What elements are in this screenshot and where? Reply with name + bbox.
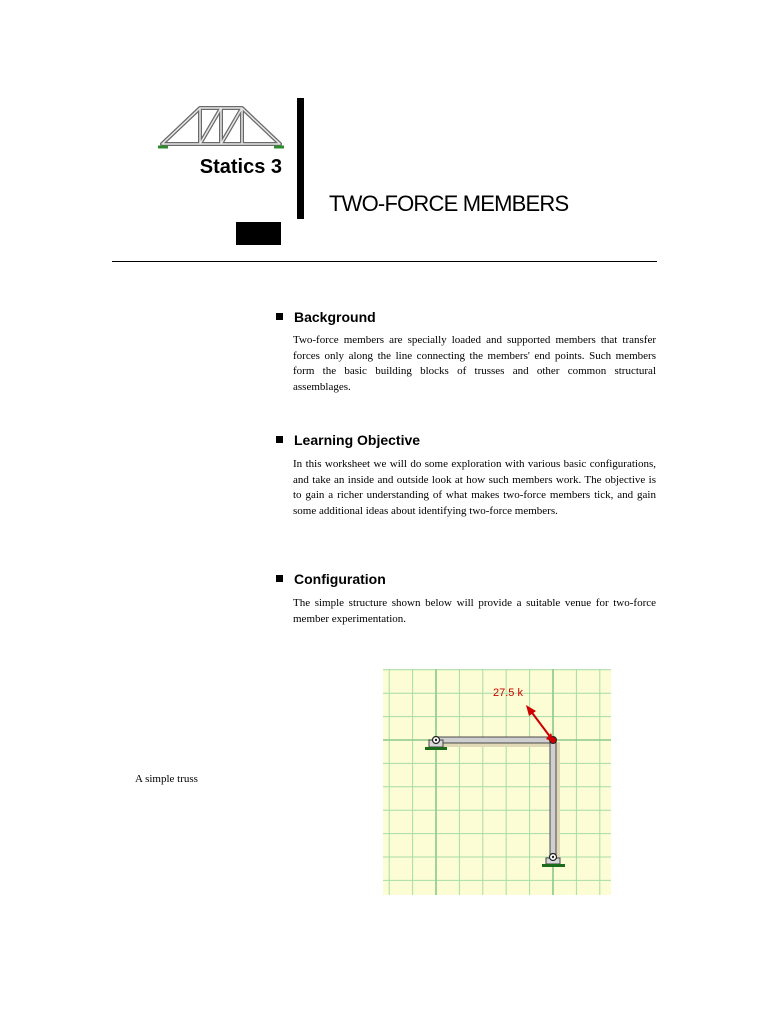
section-heading-text: Learning Objective — [294, 432, 421, 448]
bullet-icon — [276, 313, 283, 320]
section-text-configuration: The simple structure shown below will provide a suitable venue for two-force member experimentation. — [293, 597, 656, 625]
section-heading-text: Background — [294, 309, 376, 325]
section-heading-configuration — [276, 571, 386, 587]
truss-logo-icon — [158, 104, 284, 152]
member-horizontal — [436, 737, 553, 743]
section-text-learning-objective: In this worksheet we will do some exploration with various basic configurations, and take an inside and outside look at how such members work. The objective is to gain a richer understanding of what makes two-force members tick, and gain some additional ideas about identifying two-force members. — [293, 458, 656, 517]
truss-figure — [383, 669, 611, 895]
header-divider — [112, 261, 657, 262]
header-block — [236, 222, 281, 245]
bullet-icon — [276, 575, 283, 582]
section-heading-background — [276, 309, 376, 325]
chapter-title: TWO-FORCE MEMBERS — [329, 191, 569, 216]
bullet-icon — [276, 436, 283, 443]
load-label: 27.5 k — [493, 687, 523, 699]
section-text-background: Two-force members are specially loaded and supported members that transfer forces only along the line connecting the members' end points. Such members form the basic building blocks of trusses and other common structural assemblages. — [293, 334, 656, 393]
header-vertical-bar — [297, 98, 304, 219]
course-title: Statics 3 — [199, 156, 282, 178]
section-heading-learning-objective — [276, 432, 420, 448]
figure-caption: A simple truss — [135, 773, 198, 785]
member-vertical — [550, 740, 556, 858]
section-heading-text: Configuration — [294, 571, 386, 587]
